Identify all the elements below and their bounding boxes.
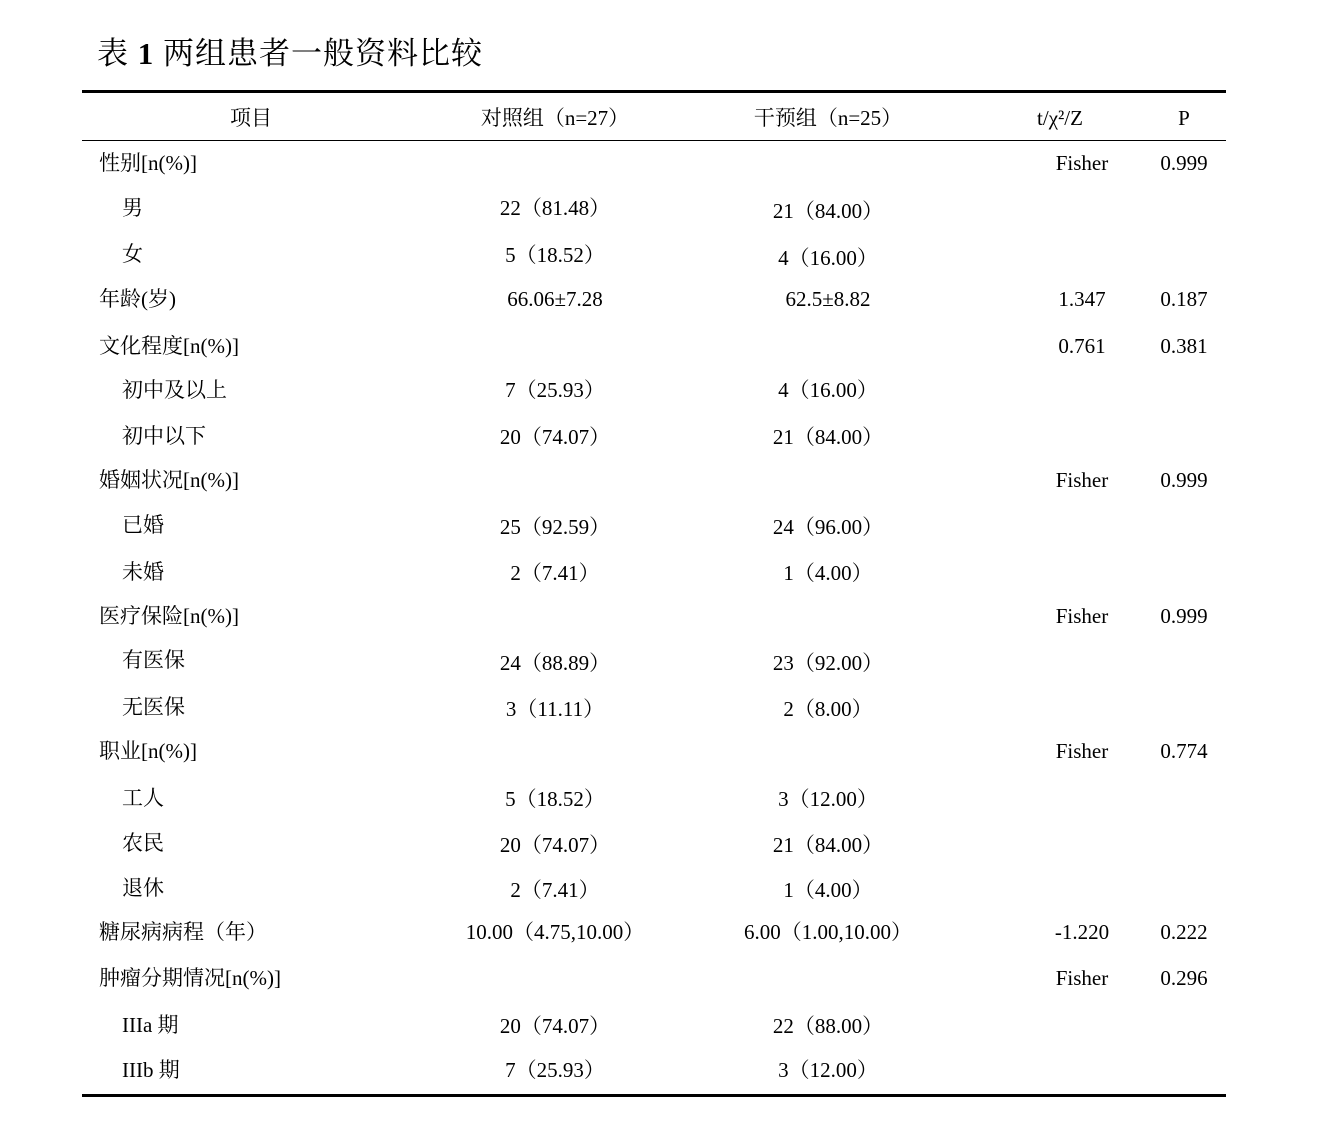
control-group-value: 25（92.59） (499, 515, 611, 539)
control-group-value: 3（11.11） (505, 697, 605, 721)
p-value: 0.187 (1160, 287, 1208, 311)
row-sublabel: 初中以下 (122, 424, 206, 448)
row-sublabel: 男 (122, 196, 143, 220)
control-group-value: 22（81.48） (499, 196, 611, 220)
p-value: 0.296 (1160, 966, 1208, 990)
control-group-value: 5（18.52） (505, 787, 605, 811)
table-top-rule (82, 90, 1226, 93)
p-value: 0.222 (1160, 920, 1208, 944)
table-title-label: 表 (97, 36, 129, 71)
row-sublabel: 工人 (122, 786, 164, 810)
p-value: 0.381 (1160, 334, 1208, 358)
intervention-group-value: 3（12.00） (778, 1058, 878, 1082)
statistic-value: 1.347 (1058, 287, 1106, 311)
intervention-group-value: 1（4.00） (783, 878, 873, 902)
header-p-value: P (1178, 106, 1190, 130)
intervention-group-value: 4（16.00） (778, 378, 878, 402)
intervention-group-value: 4（16.00） (778, 246, 878, 270)
statistic-value: 0.761 (1058, 334, 1106, 358)
row-sublabel: IIIa 期 (122, 1013, 179, 1037)
statistic-value: -1.220 (1054, 920, 1110, 944)
row-sublabel: 农民 (122, 831, 164, 855)
intervention-group-value: 62.5±8.82 (785, 287, 871, 311)
intervention-group-value: 24（96.00） (772, 515, 884, 539)
table-header-rule (82, 140, 1226, 141)
control-group-value: 10.00（4.75,10.00） (465, 920, 645, 944)
statistic-value: Fisher (1055, 151, 1109, 175)
statistic-value: Fisher (1055, 966, 1109, 990)
row-label: 文化程度[n(%)] (99, 334, 239, 358)
statistic-value: Fisher (1055, 739, 1109, 763)
control-group-value: 20（74.07） (499, 833, 611, 857)
row-label: 婚姻状况[n(%)] (99, 468, 239, 492)
intervention-group-value: 3（12.00） (778, 787, 878, 811)
intervention-group-value: 21（84.00） (772, 425, 884, 449)
row-sublabel: 无医保 (122, 695, 185, 719)
control-group-value: 7（25.93） (505, 1058, 605, 1082)
intervention-group-value: 6.00（1.00,10.00） (744, 920, 912, 944)
row-sublabel: 初中及以上 (122, 378, 227, 402)
table-title-text: 两组患者一般资料比较 (163, 36, 483, 71)
control-group-value: 5（18.52） (505, 243, 605, 267)
statistic-value: Fisher (1055, 604, 1109, 628)
row-sublabel: IIIb 期 (122, 1058, 180, 1082)
table-title-number: 1 (137, 36, 155, 71)
row-label: 职业[n(%)] (99, 739, 197, 763)
row-label: 性别[n(%)] (99, 151, 197, 175)
intervention-group-value: 22（88.00） (772, 1014, 884, 1038)
p-value: 0.999 (1160, 151, 1208, 175)
statistic-value: Fisher (1055, 468, 1109, 492)
row-label: 年龄(岁) (99, 287, 176, 311)
row-sublabel: 已婚 (122, 513, 164, 537)
header-control-group: 对照组（n=27） (480, 106, 630, 130)
row-sublabel: 有医保 (122, 648, 185, 672)
header-item: 项目 (230, 106, 272, 130)
intervention-group-value: 21（84.00） (772, 199, 884, 223)
table-title (97, 28, 483, 73)
row-sublabel: 未婚 (122, 560, 164, 584)
header-intervention-group: 干预组（n=25） (753, 106, 903, 130)
p-value: 0.999 (1160, 604, 1208, 628)
p-value: 0.999 (1160, 468, 1208, 492)
control-group-value: 2（7.41） (510, 561, 600, 585)
intervention-group-value: 23（92.00） (772, 651, 884, 675)
control-group-value: 2（7.41） (510, 878, 600, 902)
row-label: 肿瘤分期情况[n(%)] (99, 966, 281, 990)
table-bottom-rule (82, 1094, 1226, 1097)
control-group-value: 66.06±7.28 (507, 287, 603, 311)
header-statistic: t/χ²/Z (1037, 106, 1083, 130)
control-group-value: 24（88.89） (499, 651, 611, 675)
row-label: 医疗保险[n(%)] (99, 604, 239, 628)
row-label: 糖尿病病程（年） (99, 920, 267, 944)
intervention-group-value: 21（84.00） (772, 833, 884, 857)
p-value: 0.774 (1160, 739, 1208, 763)
intervention-group-value: 2（8.00） (783, 697, 873, 721)
control-group-value: 20（74.07） (499, 425, 611, 449)
intervention-group-value: 1（4.00） (783, 561, 873, 585)
control-group-value: 7（25.93） (505, 378, 605, 402)
row-sublabel: 退休 (122, 876, 164, 900)
row-sublabel: 女 (122, 242, 143, 266)
control-group-value: 20（74.07） (499, 1014, 611, 1038)
